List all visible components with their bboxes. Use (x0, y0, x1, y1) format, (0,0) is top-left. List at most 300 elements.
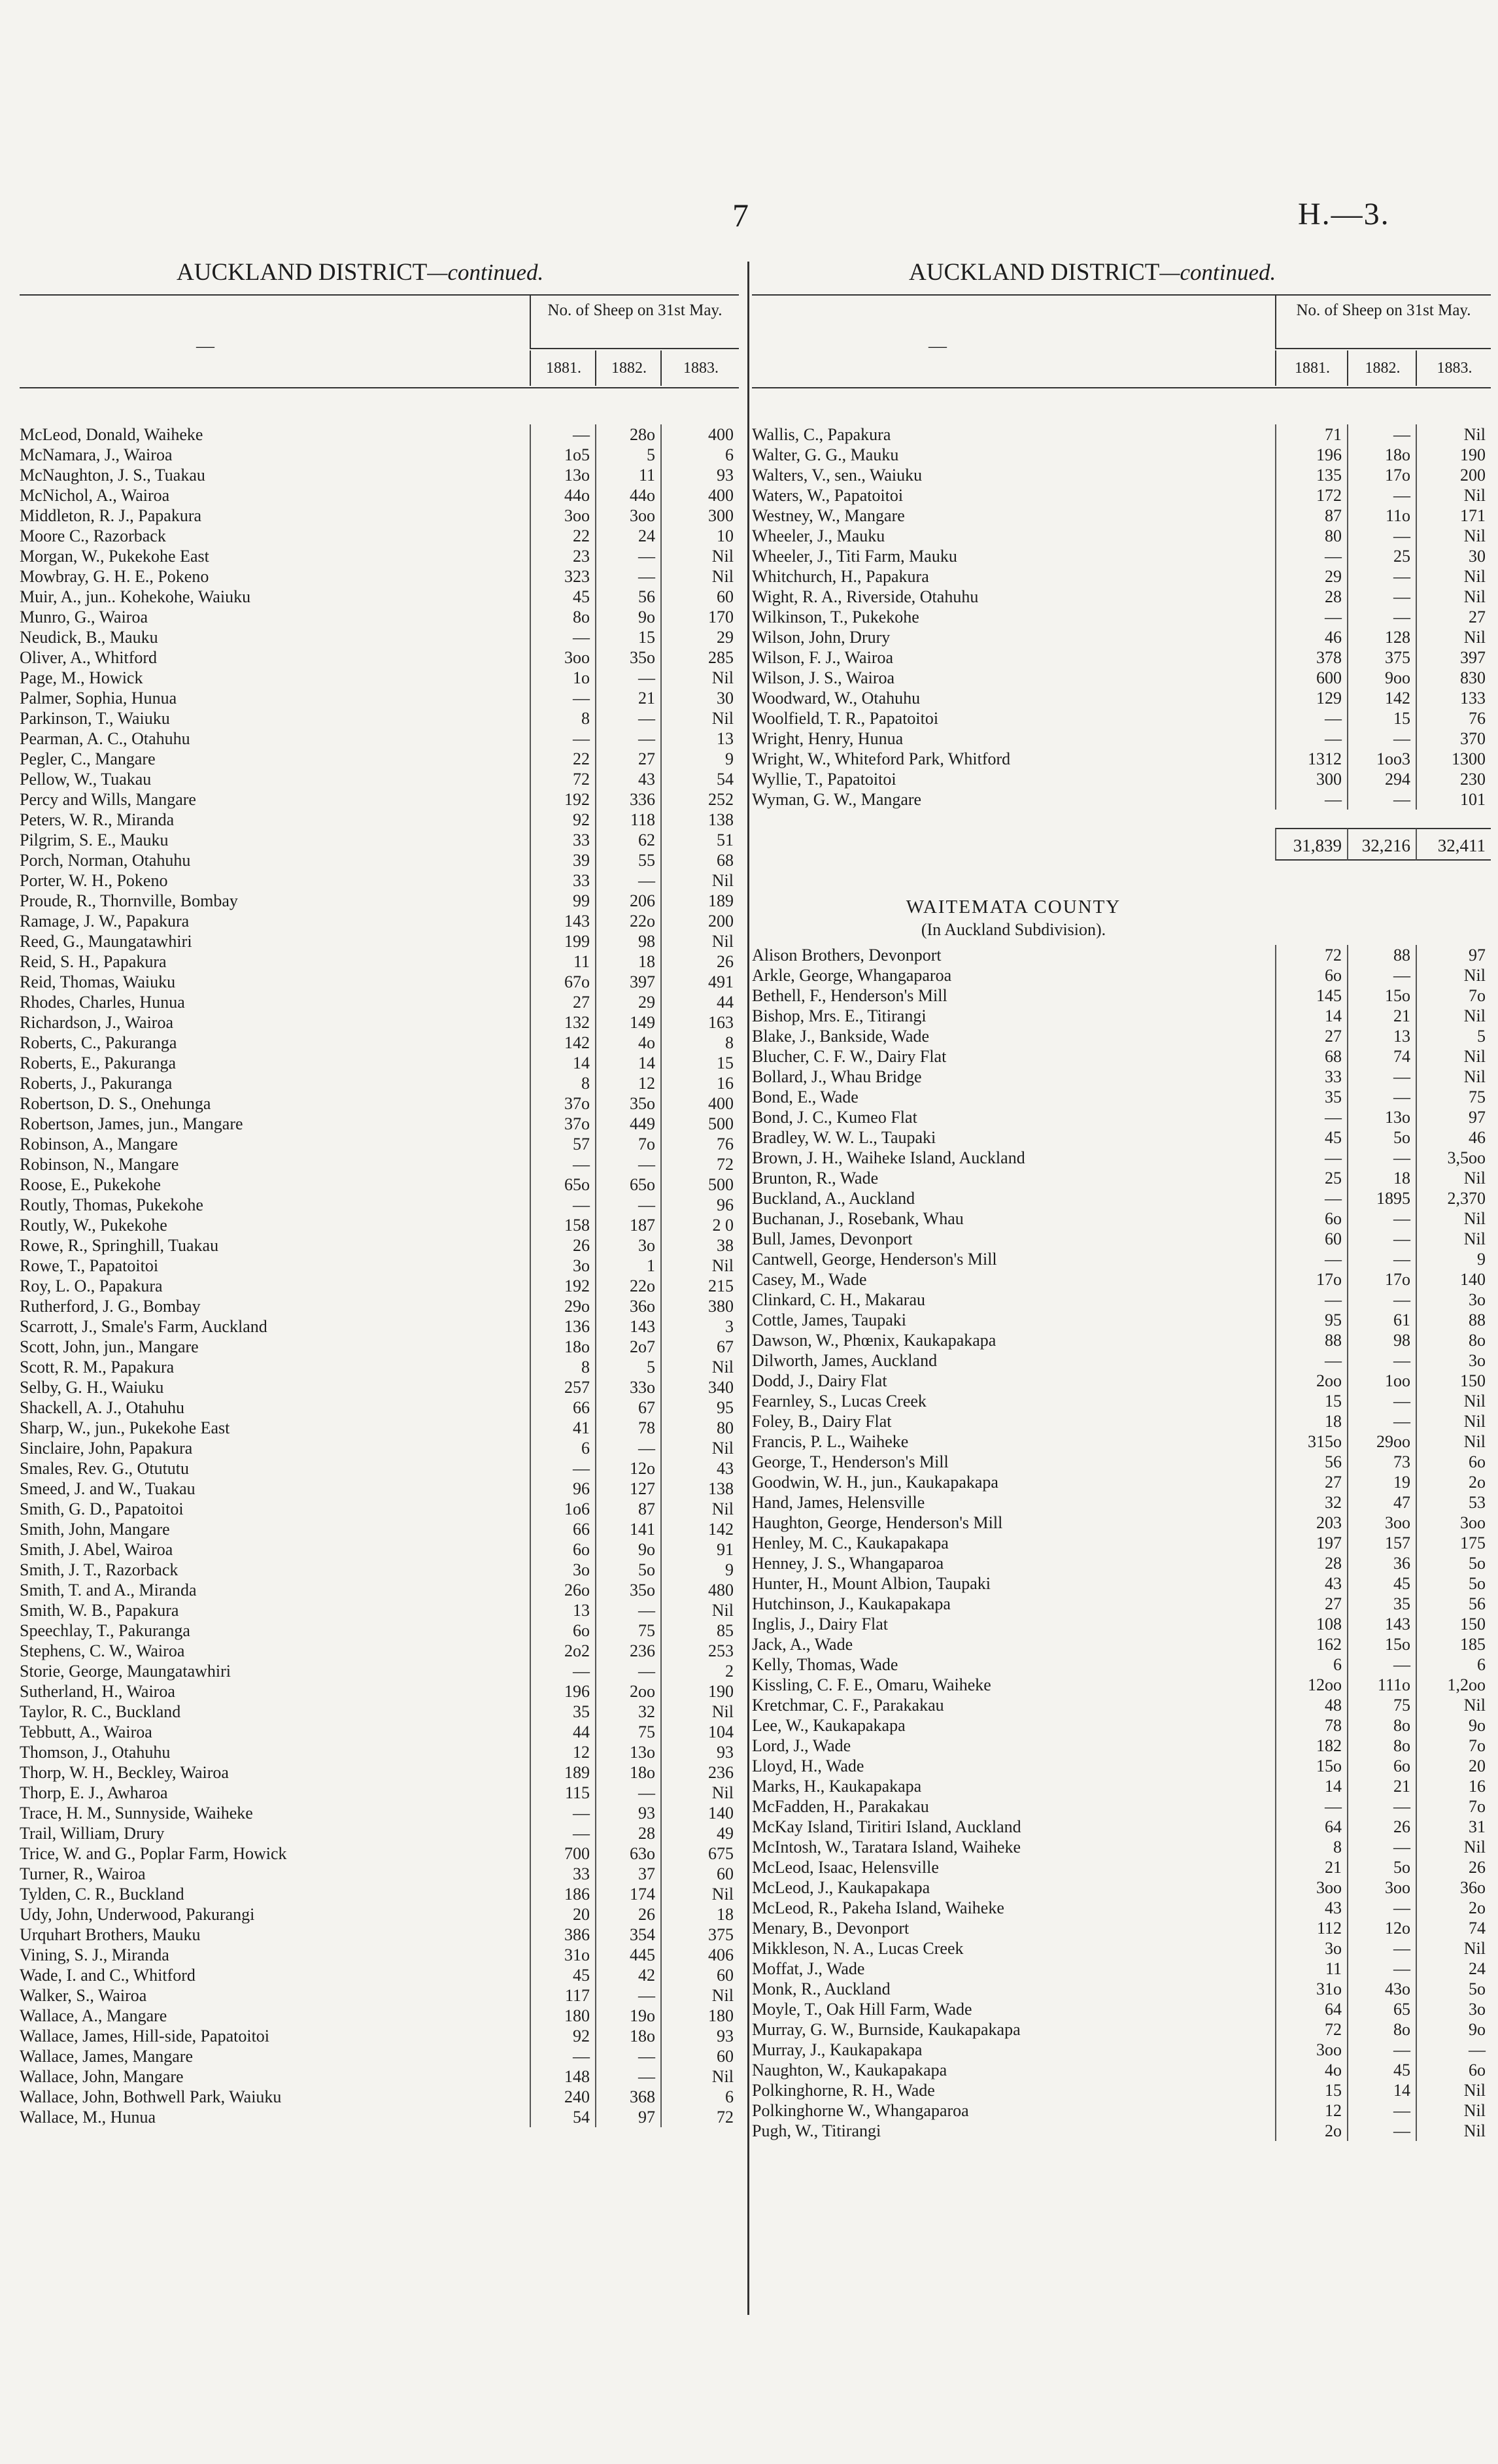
count-1881: 26 (530, 1235, 595, 1256)
owner-name: McLeod, R., Pakeha Island, Waiheke (752, 1898, 1004, 1917)
count-1881: 2o2 (530, 1641, 595, 1661)
count-1883: 480 (660, 1580, 739, 1600)
owner-name: Smith, W. B., Papakura (20, 1601, 179, 1620)
count-1881: 197 (1275, 1533, 1347, 1553)
count-1881: 1o (530, 668, 595, 688)
count-1882: — (1347, 1229, 1416, 1249)
count-1881: 3oo (530, 647, 595, 668)
table-row (752, 1350, 1491, 1371)
count-1882: 67 (595, 1397, 660, 1418)
count-1882: 9oo (1347, 668, 1416, 688)
count-1881: 88 (1275, 1330, 1347, 1350)
owner-name: Proude, R., Thornville, Bombay (20, 891, 238, 910)
count-1882: 13 (1347, 1026, 1416, 1046)
count-1883: 30 (1416, 546, 1491, 566)
count-1883: 54 (660, 769, 739, 789)
owner-name: Blucher, C. F. W., Dairy Flat (752, 1047, 947, 1066)
count-1882: 97 (595, 2107, 660, 2127)
table-row (752, 647, 1491, 668)
table-row (752, 1573, 1491, 1594)
table-row (20, 1864, 739, 1884)
count-1883: 400 (660, 424, 739, 445)
table-row (752, 1229, 1491, 1249)
count-1883: 60 (660, 1864, 739, 1884)
table-row (20, 1154, 739, 1174)
count-1883: 200 (660, 911, 739, 931)
count-1883: 2o (1416, 1898, 1491, 1918)
count-1882: 28o (595, 424, 660, 445)
owner-name: Foley, B., Dairy Flat (752, 1412, 892, 1431)
count-1882: — (1347, 607, 1416, 627)
count-1881: 135 (1275, 465, 1347, 485)
count-1883: 93 (660, 2026, 739, 2046)
count-1882: — (1347, 1411, 1416, 1431)
table-row (20, 688, 739, 708)
count-1882: 143 (595, 1316, 660, 1337)
owner-name: Cottle, James, Taupaki (752, 1310, 906, 1329)
count-1881: 37o (530, 1114, 595, 1134)
count-1881: 14 (1275, 1776, 1347, 1796)
table-row (752, 526, 1491, 546)
count-1883: Nil (1416, 587, 1491, 607)
table-row (20, 1742, 739, 1762)
count-1881: — (530, 1803, 595, 1823)
count-1883: 133 (1416, 688, 1491, 708)
count-1882: — (1347, 1938, 1416, 1959)
count-1881: 6o (1275, 1208, 1347, 1229)
owner-name: Roberts, C., Pakuranga (20, 1033, 177, 1052)
count-1882: 22o (595, 1276, 660, 1296)
count-1882: 368 (595, 2087, 660, 2107)
count-1881: 46 (1275, 627, 1347, 647)
count-1881: 323 (530, 566, 595, 587)
count-1881: 386 (530, 1925, 595, 1945)
owner-name: Lloyd, H., Wade (752, 1756, 864, 1775)
table-row (20, 2107, 739, 2127)
count-1883: 190 (660, 1681, 739, 1702)
count-1883: 170 (660, 607, 739, 627)
count-1882: 13o (1347, 1107, 1416, 1127)
count-1883: 138 (660, 810, 739, 830)
table-row (752, 1391, 1491, 1411)
count-1881: 35 (530, 1702, 595, 1722)
owner-name: Shackell, A. J., Otahuhu (20, 1398, 185, 1417)
count-1881: 43 (1275, 1573, 1347, 1594)
table-row (20, 1823, 739, 1843)
count-1881: 20 (530, 1904, 595, 1925)
table-row (20, 972, 739, 992)
count-1881: — (1275, 1148, 1347, 1168)
count-1882: — (1347, 1796, 1416, 1817)
owner-name: Fearnley, S., Lucas Creek (752, 1392, 927, 1411)
table-row (752, 1796, 1491, 1817)
owner-name: Smith, G. D., Papatoitoi (20, 1499, 184, 1518)
count-1882: — (1347, 2100, 1416, 2121)
count-1883: 6 (660, 445, 739, 465)
owner-name: Naughton, W., Kaukapakapa (752, 2061, 947, 2079)
owner-name: Robertson, James, jun., Mangare (20, 1114, 243, 1133)
table-row (752, 424, 1491, 445)
table-row (20, 1945, 739, 1965)
count-1882: 8o (1347, 1715, 1416, 1736)
count-1881: 45 (1275, 1127, 1347, 1148)
count-1881: 192 (530, 789, 595, 810)
count-1883: Nil (1416, 1411, 1491, 1431)
count-1882: 143 (1347, 1614, 1416, 1634)
count-1882: 35 (1347, 1594, 1416, 1614)
table-row (752, 1877, 1491, 1898)
left-column (20, 258, 739, 2127)
count-1881: 12 (1275, 2100, 1347, 2121)
left-title-main: AUCKLAND DISTRICT (177, 259, 428, 286)
table-row (752, 2121, 1491, 2141)
count-1883: 80 (660, 1418, 739, 1438)
count-1883: Nil (1416, 2080, 1491, 2100)
owner-name: Storie, George, Maungatawhiri (20, 1662, 231, 1681)
count-1883: 185 (1416, 1634, 1491, 1654)
table-row (752, 1371, 1491, 1391)
count-1881: 148 (530, 2066, 595, 2087)
count-1882: 87 (595, 1499, 660, 1519)
count-1881: 44o (530, 485, 595, 505)
count-1882: 43o (1347, 1979, 1416, 1999)
count-1881: 3oo (530, 505, 595, 526)
table-row (20, 1458, 739, 1479)
table-row (20, 1620, 739, 1641)
count-1883: 9 (660, 1560, 739, 1580)
owner-name: Scott, R. M., Papakura (20, 1358, 175, 1377)
count-1882: 45 (1347, 1573, 1416, 1594)
count-1881: 66 (530, 1519, 595, 1539)
count-1881: 8 (1275, 1837, 1347, 1857)
owner-name: Blake, J., Bankside, Wade (752, 1027, 930, 1046)
table-row (20, 1641, 739, 1661)
count-1881: 31o (530, 1945, 595, 1965)
table-row (752, 1006, 1491, 1026)
owner-name: Reed, G., Maungatawhiri (20, 932, 192, 951)
count-1883: 180 (660, 2006, 739, 2026)
count-1883: 76 (1416, 708, 1491, 728)
owner-name: Sutherland, H., Wairoa (20, 1682, 175, 1701)
count-1881: 158 (530, 1215, 595, 1235)
owner-name: Porch, Norman, Otahuhu (20, 851, 191, 870)
count-1883: 189 (660, 891, 739, 911)
table-row (752, 1431, 1491, 1452)
count-1881: — (530, 2046, 595, 2066)
count-1882: 12o (595, 1458, 660, 1479)
count-1883: 140 (660, 1803, 739, 1823)
count-1883: Nil (1416, 2100, 1491, 2121)
owner-name: Sharp, W., jun., Pukekohe East (20, 1418, 230, 1437)
count-1883: 91 (660, 1539, 739, 1560)
count-1881: 35 (1275, 1087, 1347, 1107)
table-row (20, 1174, 739, 1195)
owner-name: Udy, John, Underwood, Pakurangi (20, 1905, 255, 1924)
owner-name: Woodward, W., Otahuhu (752, 689, 921, 708)
owner-name: McLeod, Isaac, Helensville (752, 1858, 939, 1877)
table-row (752, 1411, 1491, 1431)
count-1882: — (595, 546, 660, 566)
count-1881: 99 (530, 891, 595, 911)
right-year-1883-header: 1883. (1416, 351, 1492, 386)
count-1882: 5o (595, 1560, 660, 1580)
owner-name: Muir, A., jun.. Kohekohe, Waiuku (20, 587, 251, 606)
count-1881: 11 (1275, 1959, 1347, 1979)
owner-name: Munro, G., Wairoa (20, 607, 148, 626)
count-1881: 108 (1275, 1614, 1347, 1634)
owner-name: Cantwell, George, Henderson's Mill (752, 1250, 997, 1269)
owner-name: Roose, E., Pukekohe (20, 1175, 161, 1194)
table-row (20, 526, 739, 546)
count-1881: 37o (530, 1093, 595, 1114)
owner-name: Waters, W., Papatoitoi (752, 486, 904, 505)
owner-name: Pellow, W., Tuakau (20, 770, 152, 789)
count-1883: 88 (1416, 1310, 1491, 1330)
count-1883: Nil (1416, 1208, 1491, 1229)
table-row (752, 1553, 1491, 1573)
count-1883: 26 (660, 951, 739, 972)
table-row (20, 1722, 739, 1742)
owner-name: Pegler, C., Mangare (20, 749, 156, 768)
count-1881: 17o (1275, 1269, 1347, 1290)
owner-name: Tebbutt, A., Wairoa (20, 1722, 152, 1741)
table-row (20, 1803, 739, 1823)
count-1883: 93 (660, 1742, 739, 1762)
table-row (752, 1472, 1491, 1492)
count-1882: 12 (595, 1073, 660, 1093)
count-1882: 1oo (1347, 1371, 1416, 1391)
table-row (20, 1985, 739, 2006)
table-row (20, 1499, 739, 1519)
table-row (752, 708, 1491, 728)
owner-name: Page, M., Howick (20, 668, 143, 687)
count-1882: 74 (1347, 1046, 1416, 1067)
count-1882: 2o7 (595, 1337, 660, 1357)
page-number: 7 (732, 197, 749, 233)
table-row (20, 1012, 739, 1033)
count-1883: 5o (1416, 1553, 1491, 1573)
owner-name: Henley, M. C., Kaukapakapa (752, 1533, 949, 1552)
owner-name: Rutherford, J. G., Bombay (20, 1297, 201, 1316)
count-1882: — (1347, 1249, 1416, 1269)
count-1881: 15 (1275, 1391, 1347, 1411)
table-row (20, 1519, 739, 1539)
owner-name: Rhodes, Charles, Hunua (20, 993, 185, 1012)
left-table-body (20, 388, 739, 2127)
owner-name: Wright, W., Whiteford Park, Whitford (752, 749, 1011, 768)
count-1881: 87 (1275, 505, 1347, 526)
count-1882: — (1347, 2121, 1416, 2141)
owner-name: Smith, J. T., Razorback (20, 1560, 179, 1579)
count-1882: — (1347, 965, 1416, 985)
count-1882: 18o (595, 2026, 660, 2046)
table-row (20, 587, 739, 607)
count-1881: 92 (530, 810, 595, 830)
count-1881: 2o (1275, 2121, 1347, 2141)
count-1883: 44 (660, 992, 739, 1012)
count-1882: 33o (595, 1377, 660, 1397)
count-1883: 400 (660, 485, 739, 505)
table-row (752, 1898, 1491, 1918)
count-1881: 56 (1275, 1452, 1347, 1472)
count-1882: 157 (1347, 1533, 1416, 1553)
owner-name: Brown, J. H., Waiheke Island, Auckland (752, 1148, 1025, 1167)
owner-name: Murray, J., Kaukapakapa (752, 2040, 923, 2059)
owner-name: Polkinghorne W., Whangaparoa (752, 2101, 969, 2120)
count-1881: 180 (530, 2006, 595, 2026)
total-1882: 32,216 (1347, 828, 1416, 861)
owner-name: Routly, Thomas, Pukekohe (20, 1195, 203, 1214)
count-1881: — (1275, 728, 1347, 749)
count-1883: 300 (660, 505, 739, 526)
count-1882: 5 (595, 445, 660, 465)
count-1882: 15o (1347, 985, 1416, 1006)
count-1882: 21 (1347, 1776, 1416, 1796)
right-table-body-waitemata (752, 942, 1491, 2141)
count-1881: 22 (530, 526, 595, 546)
owner-name: Walters, V., sen., Waiuku (752, 466, 923, 485)
count-1882: — (595, 1438, 660, 1458)
table-row (752, 985, 1491, 1006)
owner-name: Tylden, C. R., Buckland (20, 1885, 184, 1904)
owner-name: Francis, P. L., Waiheke (752, 1432, 909, 1451)
table-row (20, 931, 739, 951)
left-year-1881-header: 1881. (530, 351, 596, 386)
count-1881: 142 (530, 1033, 595, 1053)
left-name-column-dash: — (196, 336, 214, 356)
count-1881: — (530, 728, 595, 749)
count-1883: 285 (660, 647, 739, 668)
owner-name: Wallace, James, Mangare (20, 2047, 194, 2066)
count-1883: 380 (660, 1296, 739, 1316)
count-1883: 49 (660, 1823, 739, 1843)
count-1881: 196 (1275, 445, 1347, 465)
owner-name: Pilgrim, S. E., Mauku (20, 830, 169, 849)
count-1882: 17o (1347, 465, 1416, 485)
table-row (752, 668, 1491, 688)
left-title (20, 258, 739, 294)
count-1881: — (1275, 789, 1347, 810)
count-1881: 15o (1275, 1756, 1347, 1776)
count-1881: 33 (1275, 1067, 1347, 1087)
count-1882: — (1347, 526, 1416, 546)
owner-name: Wilson, John, Drury (752, 628, 891, 647)
table-row (752, 1654, 1491, 1675)
right-title (752, 258, 1491, 294)
owner-name: McLeod, Donald, Waiheke (20, 425, 203, 444)
count-1882: 27 (595, 749, 660, 769)
table-row (20, 728, 739, 749)
count-1881: 2oo (1275, 1371, 1347, 1391)
owner-name: McLeod, J., Kaukapakapa (752, 1878, 930, 1897)
count-1881: 15 (1275, 2080, 1347, 2100)
right-year-1882-header: 1882. (1347, 351, 1417, 386)
count-1882: — (1347, 1959, 1416, 1979)
count-1883: 190 (1416, 445, 1491, 465)
count-1881: 27 (1275, 1594, 1347, 1614)
waitemata-section-subtitle: (In Auckland Subdivision). (921, 920, 1106, 939)
count-1883: 370 (1416, 728, 1491, 749)
table-row (752, 505, 1491, 526)
count-1882: 3o (595, 1235, 660, 1256)
count-1882: 15 (1347, 708, 1416, 728)
table-row (752, 789, 1491, 810)
total-1881: 31,839 (1275, 828, 1347, 861)
count-1881: 6o (530, 1620, 595, 1641)
count-1881: 71 (1275, 424, 1347, 445)
count-1881: 29o (530, 1296, 595, 1316)
table-row (20, 647, 739, 668)
right-column (752, 258, 1491, 2141)
owner-name: Smith, John, Mangare (20, 1520, 170, 1539)
count-1883: Nil (660, 1438, 739, 1458)
owner-name: Thorp, E. J., Awharoa (20, 1783, 168, 1802)
count-1882: 35o (595, 1580, 660, 1600)
count-1881: 112 (1275, 1918, 1347, 1938)
count-1882: 75 (595, 1620, 660, 1641)
count-1882: 5o (1347, 1857, 1416, 1877)
count-1882: 15 (595, 627, 660, 647)
count-1881: 129 (1275, 688, 1347, 708)
count-1882: — (1347, 485, 1416, 505)
count-1882: 19o (595, 2006, 660, 2026)
owner-name: Bethell, F., Henderson's Mill (752, 986, 947, 1005)
count-1882: 13o (595, 1742, 660, 1762)
count-1883: Nil (660, 1783, 739, 1803)
count-1883: Nil (660, 1600, 739, 1620)
count-1882: 75 (595, 1722, 660, 1742)
count-1881: 132 (530, 1012, 595, 1033)
table-row (752, 1756, 1491, 1776)
count-1882: 35o (595, 647, 660, 668)
table-row (752, 1837, 1491, 1857)
count-1883: 3,5oo (1416, 1148, 1491, 1168)
count-1882: — (1347, 1898, 1416, 1918)
owner-name: Wallis, C., Papakura (752, 425, 891, 444)
table-row (752, 1614, 1491, 1634)
count-1883: Nil (1416, 1168, 1491, 1188)
count-1883: Nil (1416, 1431, 1491, 1452)
count-1881: 6o (530, 1539, 595, 1560)
owner-name: Westney, W., Mangare (752, 506, 905, 525)
count-1882: 43 (595, 769, 660, 789)
count-1881: 22 (530, 749, 595, 769)
table-row (20, 1925, 739, 1945)
count-1883: 97 (1416, 1107, 1491, 1127)
count-1881: 143 (530, 911, 595, 931)
count-1881: 39 (530, 850, 595, 870)
count-1882: 354 (595, 1925, 660, 1945)
table-row (752, 2100, 1491, 2121)
count-1882: 93 (595, 1803, 660, 1823)
owner-name: Wight, R. A., Riverside, Otahuhu (752, 587, 979, 606)
count-1881: 203 (1275, 1513, 1347, 1533)
table-row (20, 951, 739, 972)
count-1881: — (1275, 1107, 1347, 1127)
count-1883: 97 (1416, 945, 1491, 965)
count-1881: 378 (1275, 647, 1347, 668)
table-row (20, 1357, 739, 1377)
count-1881: 14 (530, 1053, 595, 1073)
owner-name: Hand, James, Helensville (752, 1493, 925, 1512)
owner-name: Smith, T. and A., Miranda (20, 1581, 197, 1600)
table-row (20, 1377, 739, 1397)
right-name-column-dash: — (928, 336, 947, 356)
owner-name: Rowe, R., Springhill, Tuakau (20, 1236, 219, 1255)
count-1882: 62 (595, 830, 660, 850)
count-1882: 37 (595, 1864, 660, 1884)
table-row (752, 1330, 1491, 1350)
